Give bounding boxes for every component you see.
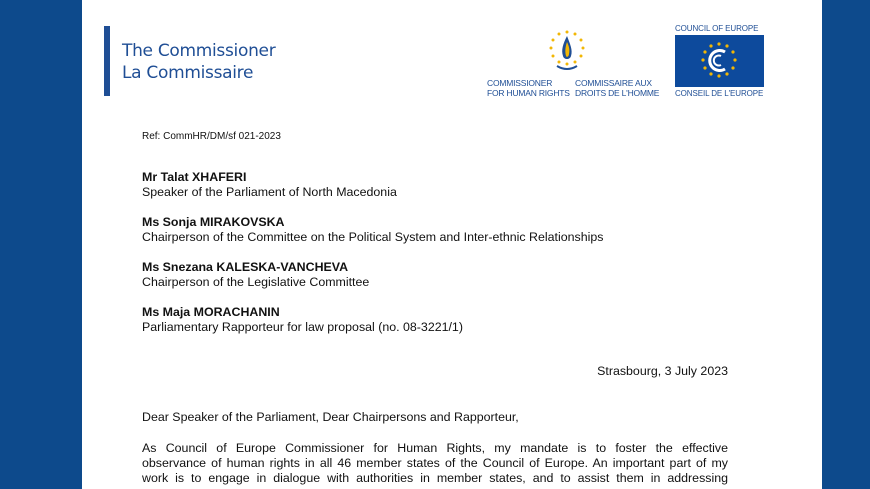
recipient-name: Ms Snezana KALESKA-VANCHEVA: [142, 260, 349, 274]
recipient-role: Chairperson of the Committee on the Political System and Inter-ethnic Relationships: [142, 230, 604, 244]
letterhead-bar: [104, 26, 110, 96]
paragraph-line: work is to engage in dialogue with authorities in member states, and to assist them in addressing: [142, 471, 728, 485]
coe-emblem-icon: [675, 35, 764, 87]
chr-caption-en: COMMISSIONER FOR HUMAN RIGHTS: [487, 78, 570, 98]
reference-number: Ref: CommHR/DM/sf 021-2023: [142, 131, 281, 142]
body-paragraph: [142, 441, 728, 486]
title-fr: La Commissaire: [122, 63, 254, 83]
paragraph-line: observance of human rights in all 46 member states of the Council of Europe. An important part of my: [142, 456, 728, 470]
council-of-europe-logo: [675, 24, 765, 100]
recipient-role: Speaker of the Parliament of North Macedonia: [142, 185, 397, 199]
recipient-role: Chairperson of the Legislative Committee: [142, 275, 370, 289]
paragraph-line: As Council of Europe Commissioner for Human Rights, my mandate is to foster the effective: [142, 441, 728, 455]
letter-page: [82, 0, 822, 489]
letterhead-title: [122, 40, 275, 84]
letter-date: Strasbourg, 3 July 2023: [597, 364, 728, 378]
coe-flag: [675, 35, 764, 87]
recipient-name: Ms Maja MORACHANIN: [142, 305, 280, 319]
commissioner-logo: [487, 26, 660, 98]
recipient-role: Parliamentary Rapporteur for law proposal (no. 08-3221/1): [142, 320, 463, 334]
chr-caption-fr: COMMISSAIRE AUX DROITS DE L'HOMME: [575, 78, 660, 98]
recipient-name: Mr Talat XHAFERI: [142, 170, 247, 184]
coe-label-fr: CONSEIL DE L'EUROPE: [675, 89, 764, 98]
coe-label-en: COUNCIL OF EUROPE: [675, 24, 759, 33]
flame-stars-icon: [543, 26, 591, 74]
salutation: Dear Speaker of the Parliament, Dear Chairpersons and Rapporteur,: [142, 410, 519, 424]
recipient-name: Ms Sonja MIRAKOVSKA: [142, 215, 285, 229]
title-en: The Commissioner: [122, 41, 276, 61]
